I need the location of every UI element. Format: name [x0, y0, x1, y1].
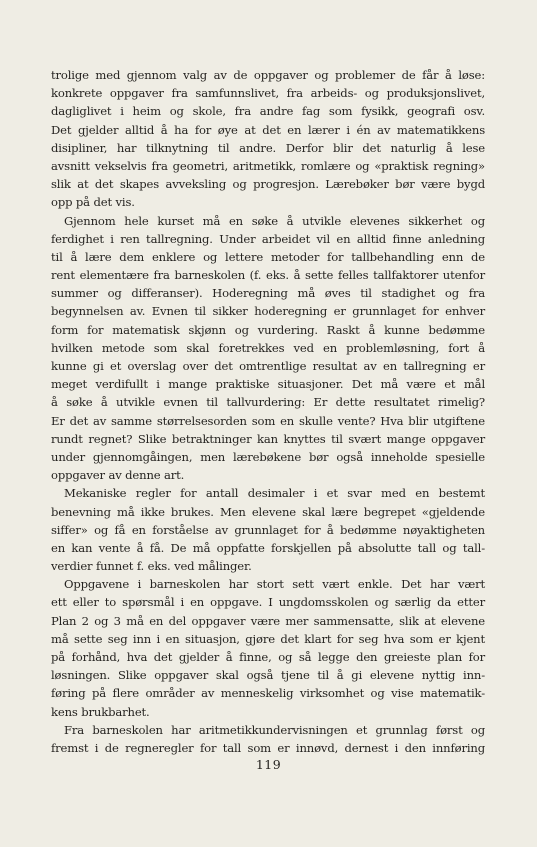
text-line: Er det av samme størrelsesorden som en skulle vente? Hva blir utgiftene [51, 413, 485, 428]
text-line: føring på flere områder av menneskelig virksomhet og vise matematik- [51, 686, 485, 701]
text-line: under gjennomgåingen, men lærebøkene bør også inneholde spesielle [51, 449, 485, 464]
text-line: på forhånd, hva det gjelder å finne, og så legge den greieste plan for [51, 650, 485, 664]
text-line: til å lære dem enklere og lettere metoder for tallbehandling enn de [51, 249, 485, 264]
text-line: meget verdifullt i mange praktiske situasjoner. Det må være et mål [51, 377, 485, 392]
text-line: ett eller to spørsmål i en oppgave. I ungdomsskolen og særlig da etter [51, 595, 485, 610]
page-number: 119 [255, 757, 282, 772]
text-line: Gjennom hele kurset må en søke å utvikle elevenes sikkerhet og [64, 213, 485, 228]
text-line: løsningen. Slike oppgaver skal også tjene til å gi elevene nyttig inn- [51, 668, 485, 683]
body-text [51, 66, 485, 757]
text-line: form for matematisk skjønn og vurdering. Raskt å kunne bedømme [51, 322, 485, 337]
text-line: kens brukbarhet. [51, 704, 150, 719]
text-line: må sette seg inn i en situasjon, gjøre det klart for seg hva som er kjent [51, 631, 485, 646]
text-line: Fra barneskolen har aritmetikkundervisningen et grunnlag først og [64, 722, 485, 737]
text-line: en kan vente å få. De må oppfatte forskjellen på absolutte tall og tall- [51, 540, 485, 555]
text-line: Mekaniske regler for antall desimaler i et svar med en bestemt [64, 486, 485, 501]
text-line: slik at det skapes avveksling og progresjon. Lærebøker bør være bygd [51, 177, 485, 192]
text-line: begynnelsen av. Evnen til sikker hoderegning er grunnlaget for enhver [51, 304, 485, 319]
text-line: hvilken metode som skal foretrekkes ved en problemløsning, fort å [51, 340, 485, 355]
text-line: oppgaver av denne art. [51, 468, 185, 483]
text-line: siffer» og få en forståelse av grunnlaget for å bedømme nøyaktigheten [51, 522, 485, 537]
text-line: trolige med gjennom valg av de oppgaver og problemer de får å løse: [51, 68, 485, 82]
text-line: summer og differanser). Hoderegning må øves til stadighet og fra [51, 286, 485, 301]
text-line: verdier funnet f. eks. ved målinger. [51, 559, 252, 574]
text-line: fremst i de regneregler for tall som er innøvd, dernest i den innføring [51, 740, 485, 755]
text-line: å søke å utvikle evnen til tallvurdering: Er dette resultatet rimelig? [51, 395, 485, 410]
text-line: rent elementære fra barneskolen (f. eks. å sette felles tallfaktorer utenfor [51, 268, 485, 283]
text-line: benevning må ikke brukes. Men elevene skal lære begrepet «gjeldende [51, 504, 485, 519]
text-line: rundt regnet? Slike betraktninger kan knyttes til svært mange oppgaver [51, 431, 485, 446]
text-line: dagliglivet i heim og skole, fra andre fag som fysikk, geografi osv. [51, 104, 485, 119]
text-line: disipliner, har tilknytning til andre. Derfor blir det naturlig å lese [51, 140, 485, 155]
text-line: Det gjelder alltid å ha for øye at det en lærer i én av matematikkens [51, 122, 485, 137]
text-line: Plan 2 og 3 må en del oppgaver være mer sammensatte, slik at elevene [51, 613, 485, 628]
text-line: opp på det vis. [51, 195, 135, 210]
text-line: kunne gi et overslag over det omtrentlige resultat av en tallregning er [51, 359, 485, 373]
text-line: konkrete oppgaver fra samfunnslivet, fra arbeids- og produksjonslivet, [51, 86, 485, 101]
text-line: Oppgavene i barneskolen har stort sett vært enkle. Det har vært [64, 577, 485, 592]
text-line: avsnitt vekselvis fra geometri, aritmetikk, romlære og «praktisk regning» [51, 158, 485, 173]
text-line: ferdighet i ren tallregning. Under arbeidet vil en alltid finne anledning [51, 231, 485, 246]
